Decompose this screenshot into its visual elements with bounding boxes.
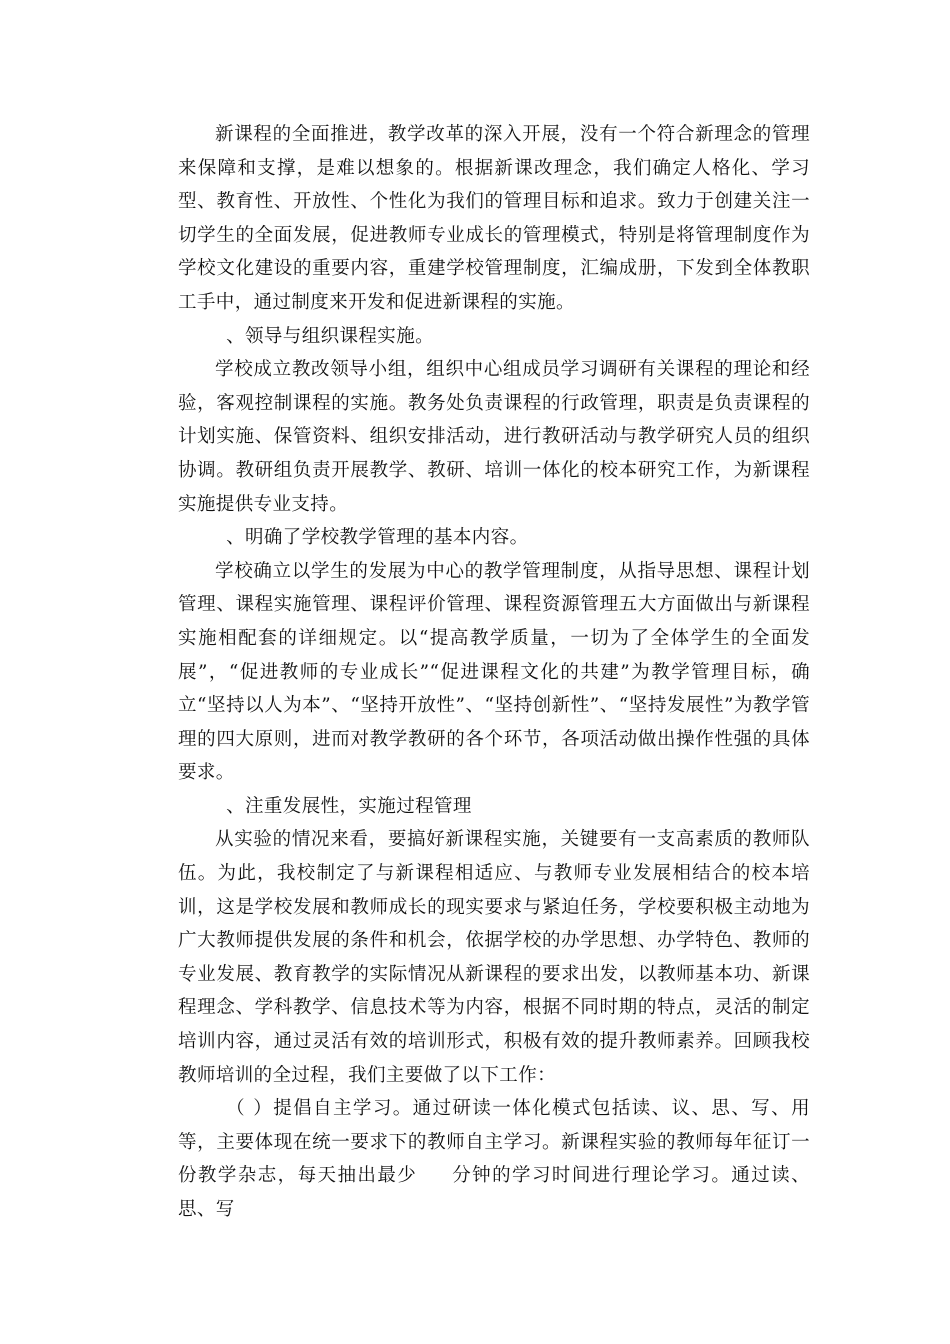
paragraph-management-content: 学校确立以学生的发展为中心的教学管理制度，从指导思想、课程计划管理、课程实施管理、课程评价管理、课程资源管理五大方面做出与新课程实施相配套的详细规定。以“提高教学质量，一切为了全体学生的全面发展”，“促进教师的专业成长”“促进课程文化的共建”为教学管理目标，确立“坚持以人为本”、“坚持开放性”、“坚持创新性”、“坚持发展性”为教学管理的四大原则，进而对教学教研的各个环节，各项活动做出操作性强的具体要求。 [178, 560, 810, 784]
self-study-text-part2: 分钟的学习时间进行理论学习。通过读、思、写 [178, 1165, 810, 1220]
self-study-text-part1: （ ）提倡自主学习。通过研读一体化模式包括读、议、思、写、用等，主要体现在统一要求下的教师自主学习。新课程实验的教师每年征订一份教学杂志，每天抽出最少 [178, 1098, 810, 1187]
section-heading-process-management: 、注重发展性，实施过程管理 [226, 795, 472, 817]
section-heading-management-content: 、明确了学校教学管理的基本内容。 [226, 527, 529, 549]
paragraph-intro: 新课程的全面推进，教学改革的深入开展，没有一个符合新理念的管理来保障和支撑，是难以想象的。根据新课改理念，我们确定人格化、学习型、教育性、开放性、个性化为我们的管理目标和追求。致力于创建关注一切学生的全面发展，促进教师专业成长的管理模式，特别是将管理制度作为学校文化建设的重要内容，重建学校管理制度，汇编成册，下发到全体教职工手中，通过制度来开发和促进新课程的实施。 [178, 124, 810, 313]
document-body [178, 118, 810, 1227]
paragraph-leadership: 学校成立教改领导小组，组织中心组成员学习调研有关课程的理论和经验，客观控制课程的实施。教务处负责课程的行政管理，职责是负责课程的计划实施、保管资料、组织安排活动，进行教研活动与教学研究人员的组织协调。教研组负责开展教学、教研、培训一体化的校本研究工作，为新课程实施提供专业支持。 [178, 359, 810, 515]
paragraph-self-study [178, 1092, 810, 1226]
section-heading-leadership: 、领导与组织课程实施。 [226, 325, 434, 347]
paragraph-teacher-training: 从实验的情况来看，要搞好新课程实施，关键要有一支高素质的教师队伍。为此，我校制定了与新课程相适应、与教师专业发展相结合的校本培训，这是学校发展和教师成长的现实要求与紧迫任务，学校要积极主动地为广大教师提供发展的条件和机会，依据学校的办学思想、办学特色、教师的专业发展、教育教学的实际情况从新课程的要求出发，以教师基本功、新课程理念、学科教学、信息技术等为内容，根据不同时期的特点，灵活的制定培训内容，通过灵活有效的培训形式，积极有效的提升教师素养。回顾我校教师培训的全过程，我们主要做了以下工作： [178, 829, 810, 1086]
